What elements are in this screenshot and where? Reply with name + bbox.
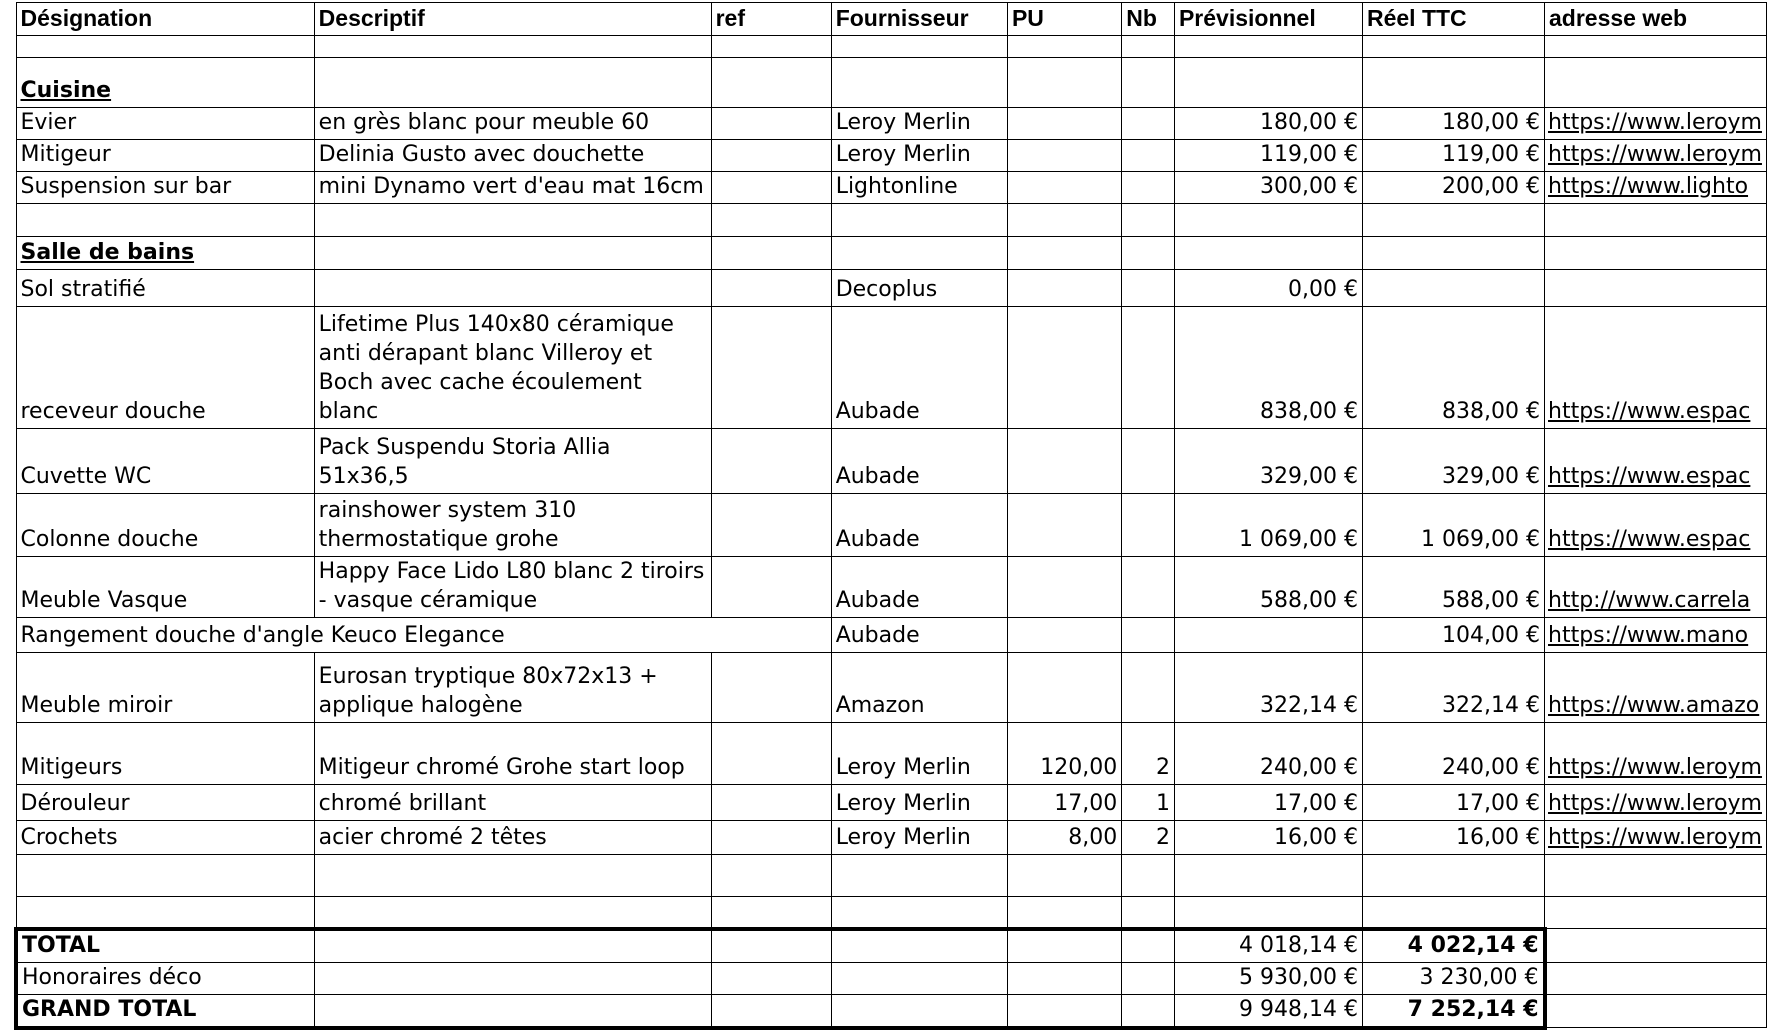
cell[interactable] <box>16 36 314 58</box>
cell-pu[interactable] <box>1007 618 1121 653</box>
cell-descriptif[interactable]: Mitigeur chromé Grohe start loop <box>314 723 711 785</box>
cell-previsionnel[interactable]: 588,00 € <box>1174 557 1362 618</box>
cell[interactable] <box>1007 237 1121 270</box>
section-title-cuisine[interactable]: Cuisine <box>16 58 314 108</box>
cell[interactable] <box>831 204 1007 237</box>
table-row <box>16 653 1767 723</box>
section-title-salle-de-bains[interactable]: Salle de bains <box>16 237 314 270</box>
cell-previsionnel[interactable] <box>1174 618 1362 653</box>
cell[interactable] <box>1122 58 1175 108</box>
grand-total-row <box>16 994 1767 1028</box>
cell-nb[interactable] <box>1122 108 1175 140</box>
cell[interactable] <box>1362 237 1544 270</box>
cell-nb[interactable] <box>1122 307 1175 429</box>
cell[interactable] <box>314 994 711 1028</box>
cell[interactable] <box>16 204 314 237</box>
cell-pu[interactable] <box>1007 140 1121 172</box>
cell-reel[interactable]: 588,00 € <box>1362 557 1544 618</box>
table-row <box>16 172 1767 204</box>
cell-nb[interactable] <box>1122 172 1175 204</box>
cell-fournisseur[interactable]: Lightonline <box>831 172 1007 204</box>
cell[interactable] <box>314 962 711 994</box>
cell-designation[interactable]: Meuble miroir <box>16 653 314 723</box>
cell[interactable] <box>711 994 831 1028</box>
cell-reel[interactable] <box>1362 270 1544 307</box>
cell-fournisseur[interactable]: Leroy Merlin <box>831 108 1007 140</box>
cell[interactable] <box>831 897 1007 929</box>
cell-ref[interactable] <box>711 108 831 140</box>
cell-fournisseur[interactable]: Aubade <box>831 429 1007 494</box>
cell-designation[interactable]: Mitigeur <box>16 140 314 172</box>
cell-designation[interactable]: Meuble Vasque <box>16 557 314 618</box>
cell-designation[interactable]: Crochets <box>16 821 314 855</box>
cell[interactable] <box>1545 929 1767 963</box>
cell-reel[interactable]: 200,00 € <box>1362 172 1544 204</box>
cell[interactable] <box>1362 36 1544 58</box>
table-row <box>16 429 1767 494</box>
cell[interactable] <box>1007 36 1121 58</box>
empty-row <box>16 855 1767 897</box>
cell-nb[interactable] <box>1122 494 1175 557</box>
cell-ref[interactable] <box>711 429 831 494</box>
col-header-web[interactable]: adresse web <box>1545 3 1767 36</box>
cell-ref[interactable] <box>711 172 831 204</box>
cell[interactable] <box>1122 204 1175 237</box>
cell-fournisseur[interactable]: Leroy Merlin <box>831 821 1007 855</box>
cell-designation[interactable]: Suspension sur bar <box>16 172 314 204</box>
cell-previsionnel[interactable]: 180,00 € <box>1174 108 1362 140</box>
cell[interactable] <box>1122 855 1175 897</box>
cell-fournisseur[interactable]: Leroy Merlin <box>831 785 1007 821</box>
cell[interactable] <box>1362 58 1544 108</box>
cell-reel[interactable]: 240,00 € <box>1362 723 1544 785</box>
cell[interactable] <box>1007 58 1121 108</box>
cell-web-link[interactable]: https://www.lighto <box>1545 172 1767 204</box>
cell[interactable] <box>314 897 711 929</box>
cell-descriptif[interactable]: en grès blanc pour meuble 60 <box>314 108 711 140</box>
cell-reel[interactable]: 17,00 € <box>1362 785 1544 821</box>
cell-previsionnel[interactable]: 329,00 € <box>1174 429 1362 494</box>
cell[interactable] <box>314 929 711 963</box>
cell[interactable] <box>711 962 831 994</box>
cell-pu[interactable]: 17,00 <box>1007 785 1121 821</box>
cell-fournisseur[interactable]: Aubade <box>831 494 1007 557</box>
cell[interactable] <box>1174 204 1362 237</box>
cell-nb[interactable] <box>1122 653 1175 723</box>
budget-table <box>14 2 1767 1030</box>
total-row <box>16 929 1767 963</box>
cell-descriptif[interactable]: Pack Suspendu Storia Allia 51x36,5 <box>314 429 711 494</box>
grand-total-label[interactable]: GRAND TOTAL <box>16 994 314 1028</box>
cell[interactable] <box>1122 929 1175 963</box>
header-row <box>16 3 1767 36</box>
table-row <box>16 785 1767 821</box>
cell-web-link[interactable] <box>1545 270 1767 307</box>
cell[interactable] <box>831 58 1007 108</box>
cell-web-link[interactable]: https://www.espac <box>1545 307 1767 429</box>
cell-fournisseur[interactable]: Leroy Merlin <box>831 140 1007 172</box>
cell-designation[interactable]: Mitigeurs <box>16 723 314 785</box>
cell-ref[interactable] <box>711 494 831 557</box>
col-header-descriptif[interactable]: Descriptif <box>314 3 711 36</box>
cell[interactable] <box>711 237 831 270</box>
cell-descriptif[interactable]: mini Dynamo vert d'eau mat 16cm <box>314 172 711 204</box>
cell[interactable] <box>1174 237 1362 270</box>
cell-pu[interactable] <box>1007 172 1121 204</box>
cell-nb[interactable] <box>1122 429 1175 494</box>
cell[interactable] <box>314 36 711 58</box>
cell-pu[interactable]: 120,00 <box>1007 723 1121 785</box>
col-header-reel[interactable]: Réel TTC <box>1362 3 1544 36</box>
cell-fournisseur[interactable]: Decoplus <box>831 270 1007 307</box>
cell-fournisseur[interactable]: Aubade <box>831 307 1007 429</box>
cell-previsionnel[interactable]: 16,00 € <box>1174 821 1362 855</box>
table-row <box>16 618 1767 653</box>
cell-descriptif[interactable]: rainshower system 310 thermostatique grohe <box>314 494 711 557</box>
cell[interactable] <box>314 58 711 108</box>
cell-ref[interactable] <box>711 723 831 785</box>
col-header-pu[interactable]: PU <box>1007 3 1121 36</box>
table-row <box>16 494 1767 557</box>
cell-designation[interactable]: Colonne douche <box>16 494 314 557</box>
cell-reel[interactable]: 838,00 € <box>1362 307 1544 429</box>
cell-descriptif[interactable] <box>314 270 711 307</box>
col-header-fournisseur[interactable]: Fournisseur <box>831 3 1007 36</box>
cell[interactable] <box>831 962 1007 994</box>
col-header-ref[interactable]: ref <box>711 3 831 36</box>
cell-descriptif[interactable]: acier chromé 2 têtes <box>314 821 711 855</box>
cell[interactable] <box>1545 994 1767 1028</box>
fees-label[interactable]: Honoraires déco <box>16 962 314 994</box>
table-row <box>16 723 1767 785</box>
cell[interactable] <box>831 237 1007 270</box>
cell-web-link[interactable]: https://www.amazo <box>1545 653 1767 723</box>
cell-nb[interactable] <box>1122 270 1175 307</box>
cell-previsionnel[interactable]: 322,14 € <box>1174 653 1362 723</box>
cell-designation[interactable]: Evier <box>16 108 314 140</box>
cell[interactable] <box>1362 855 1544 897</box>
cell-nb[interactable] <box>1122 618 1175 653</box>
cell[interactable] <box>1362 897 1544 929</box>
cell-reel[interactable]: 322,14 € <box>1362 653 1544 723</box>
cell[interactable] <box>1007 855 1121 897</box>
cell-descriptif[interactable]: Delinia Gusto avec douchette <box>314 140 711 172</box>
table-row <box>16 307 1767 429</box>
col-header-nb[interactable]: Nb <box>1122 3 1175 36</box>
cell-web-link[interactable]: https://www.leroym <box>1545 785 1767 821</box>
cell-designation[interactable]: receveur douche <box>16 307 314 429</box>
cell[interactable] <box>831 855 1007 897</box>
cell-previsionnel[interactable]: 300,00 € <box>1174 172 1362 204</box>
cell-web-link[interactable]: https://www.leroym <box>1545 821 1767 855</box>
cell-web-link[interactable]: https://www.espac <box>1545 429 1767 494</box>
cell[interactable] <box>1545 962 1767 994</box>
total-label[interactable]: TOTAL <box>16 929 314 963</box>
cell-web-link[interactable]: https://www.leroym <box>1545 140 1767 172</box>
cell-ref[interactable] <box>711 557 831 618</box>
cell-nb[interactable]: 2 <box>1122 821 1175 855</box>
cell-designation[interactable]: Cuvette WC <box>16 429 314 494</box>
cell-pu[interactable] <box>1007 307 1121 429</box>
cell[interactable] <box>711 855 831 897</box>
cell-previsionnel[interactable]: 17,00 € <box>1174 785 1362 821</box>
grand-total-previsionnel[interactable]: 9 948,14 € <box>1174 994 1362 1028</box>
table-row <box>16 270 1767 307</box>
cell-web-link[interactable]: http://www.carrela <box>1545 557 1767 618</box>
cell[interactable] <box>1174 58 1362 108</box>
cell[interactable] <box>1545 855 1767 897</box>
cell[interactable] <box>831 36 1007 58</box>
cell-web-link[interactable]: https://www.leroym <box>1545 723 1767 785</box>
cell[interactable] <box>1122 237 1175 270</box>
cell[interactable] <box>711 929 831 963</box>
cell-reel[interactable]: 104,00 € <box>1362 618 1544 653</box>
cell-pu[interactable] <box>1007 494 1121 557</box>
cell[interactable] <box>831 929 1007 963</box>
empty-row <box>16 204 1767 237</box>
cell-fournisseur[interactable]: Leroy Merlin <box>831 723 1007 785</box>
empty-row <box>16 897 1767 929</box>
cell-nb[interactable] <box>1122 557 1175 618</box>
section-row-cuisine <box>16 58 1767 108</box>
cell-ref[interactable] <box>711 821 831 855</box>
cell-previsionnel[interactable]: 838,00 € <box>1174 307 1362 429</box>
cell-reel[interactable]: 1 069,00 € <box>1362 494 1544 557</box>
total-reel[interactable]: 4 022,14 € <box>1362 929 1544 963</box>
cell[interactable] <box>1122 897 1175 929</box>
cell[interactable] <box>1545 58 1767 108</box>
cell[interactable] <box>1007 897 1121 929</box>
cell[interactable] <box>711 58 831 108</box>
cell-pu[interactable] <box>1007 270 1121 307</box>
cell[interactable] <box>1174 897 1362 929</box>
cell[interactable] <box>1545 204 1767 237</box>
section-row-sdb <box>16 237 1767 270</box>
cell-ref[interactable] <box>711 653 831 723</box>
cell[interactable] <box>314 855 711 897</box>
cell-nb[interactable]: 2 <box>1122 723 1175 785</box>
cell[interactable] <box>711 204 831 237</box>
cell[interactable] <box>16 855 314 897</box>
empty-row <box>16 36 1767 58</box>
cell[interactable] <box>1007 929 1121 963</box>
total-previsionnel[interactable]: 4 018,14 € <box>1174 929 1362 963</box>
cell-reel[interactable]: 329,00 € <box>1362 429 1544 494</box>
cell[interactable] <box>711 897 831 929</box>
cell-ref[interactable] <box>711 140 831 172</box>
table-row <box>16 821 1767 855</box>
cell[interactable] <box>1007 204 1121 237</box>
cell[interactable] <box>1545 36 1767 58</box>
cell-previsionnel[interactable]: 119,00 € <box>1174 140 1362 172</box>
spreadsheet <box>14 2 1767 1030</box>
cell-reel[interactable]: 16,00 € <box>1362 821 1544 855</box>
cell-pu[interactable]: 8,00 <box>1007 821 1121 855</box>
cell-descriptif[interactable]: Happy Face Lido L80 blanc 2 tiroirs - vasque céramique <box>314 557 711 618</box>
cell[interactable] <box>1007 962 1121 994</box>
fees-reel[interactable]: 3 230,00 € <box>1362 962 1544 994</box>
cell-reel[interactable]: 180,00 € <box>1362 108 1544 140</box>
cell-reel[interactable]: 119,00 € <box>1362 140 1544 172</box>
cell-descriptif[interactable]: Eurosan tryptique 80x72x13 + applique halogène <box>314 653 711 723</box>
cell-web-link[interactable]: https://www.mano <box>1545 618 1767 653</box>
cell[interactable] <box>1007 994 1121 1028</box>
cell[interactable] <box>1174 36 1362 58</box>
cell-fournisseur[interactable]: Amazon <box>831 653 1007 723</box>
cell-previsionnel[interactable]: 0,00 € <box>1174 270 1362 307</box>
table-row <box>16 140 1767 172</box>
fees-row <box>16 962 1767 994</box>
cell[interactable] <box>314 237 711 270</box>
cell[interactable] <box>711 36 831 58</box>
cell[interactable] <box>1545 237 1767 270</box>
cell[interactable] <box>1122 994 1175 1028</box>
cell-fournisseur[interactable]: Aubade <box>831 618 1007 653</box>
cell-pu[interactable] <box>1007 653 1121 723</box>
cell-designation[interactable]: Rangement douche d'angle Keuco Elegance <box>16 618 831 653</box>
cell[interactable] <box>1122 36 1175 58</box>
cell-nb[interactable] <box>1122 140 1175 172</box>
cell-pu[interactable] <box>1007 108 1121 140</box>
cell-ref[interactable] <box>711 270 831 307</box>
cell-designation[interactable]: Sol stratifié <box>16 270 314 307</box>
cell-ref[interactable] <box>711 785 831 821</box>
cell-designation[interactable]: Dérouleur <box>16 785 314 821</box>
cell-previsionnel[interactable]: 240,00 € <box>1174 723 1362 785</box>
cell-pu[interactable] <box>1007 429 1121 494</box>
cell-nb[interactable]: 1 <box>1122 785 1175 821</box>
table-row <box>16 108 1767 140</box>
cell[interactable] <box>1362 204 1544 237</box>
cell[interactable] <box>1545 897 1767 929</box>
cell-web-link[interactable]: https://www.leroym <box>1545 108 1767 140</box>
cell[interactable] <box>831 994 1007 1028</box>
fees-previsionnel[interactable]: 5 930,00 € <box>1174 962 1362 994</box>
table-row <box>16 557 1767 618</box>
cell[interactable] <box>1174 855 1362 897</box>
cell-previsionnel[interactable]: 1 069,00 € <box>1174 494 1362 557</box>
cell-ref[interactable] <box>711 307 831 429</box>
cell[interactable] <box>314 204 711 237</box>
cell-web-link[interactable]: https://www.espac <box>1545 494 1767 557</box>
cell-descriptif[interactable]: Lifetime Plus 140x80 céramique anti dérapant blanc Villeroy et Boch avec cache écoulement blanc <box>314 307 711 429</box>
cell[interactable] <box>16 897 314 929</box>
grand-total-reel[interactable]: 7 252,14 € <box>1362 994 1544 1028</box>
cell[interactable] <box>1122 962 1175 994</box>
cell-fournisseur[interactable]: Aubade <box>831 557 1007 618</box>
cell-descriptif[interactable]: chromé brillant <box>314 785 711 821</box>
cell-pu[interactable] <box>1007 557 1121 618</box>
col-header-designation[interactable]: Désignation <box>16 3 314 36</box>
col-header-previsionnel[interactable]: Prévisionnel <box>1174 3 1362 36</box>
